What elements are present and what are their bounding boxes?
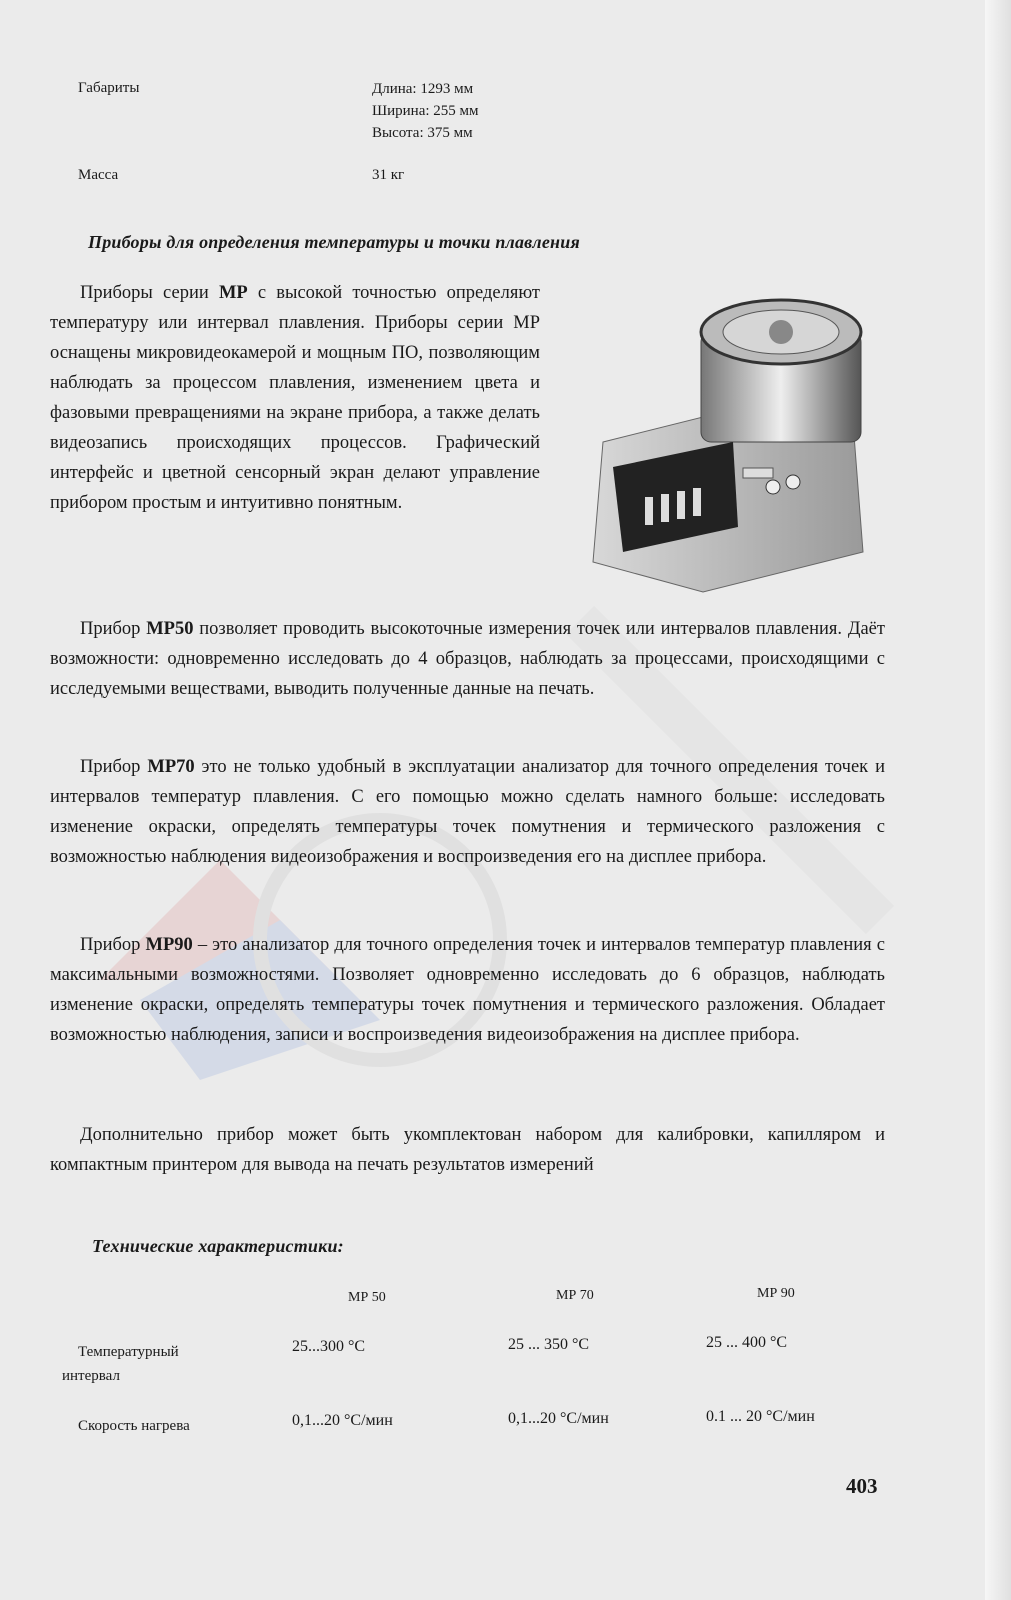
- mp50-paragraph: [50, 614, 885, 704]
- table-header-mp70: МР 70: [556, 1288, 594, 1303]
- page-edge-shadow: [985, 0, 1011, 1600]
- section-title: Приборы для определения температуры и точки плавления: [88, 232, 580, 252]
- table-row-label: Скорость нагрева: [78, 1418, 190, 1434]
- dimension-width: Ширина: 255 мм: [372, 103, 479, 119]
- mp90-paragraph: [50, 930, 885, 1050]
- mp70-paragraph: [50, 752, 885, 872]
- intro-text: с высокой точностью определяют температуру или интервал плавления. Приборы серии МР оснащены микровидеокамерой и мощным ПО, позволяющим наблюдать за процессом плавления, изменением цвета и фазовыми превращениями на экране прибора, а также делать видеозапись происходящих процессов. Графический интерфейс и цветной сенсорный экран делают управление прибором простым и интуитивно понятным.: [50, 283, 540, 513]
- mp50-bold: МР50: [146, 619, 194, 639]
- table-cell: 25...300 °С: [292, 1338, 366, 1355]
- dimension-length: Длина: 1293 мм: [372, 81, 474, 97]
- table-header-mp90: МР 90: [757, 1286, 795, 1301]
- table-cell: 0,1...20 °С/мин: [508, 1410, 609, 1427]
- tech-title: Технические характеристики:: [92, 1236, 344, 1256]
- intro-paragraph: [50, 278, 540, 518]
- mp50-text: позволяет проводить высокоточные измерения точек или интервалов плавления. Даёт возможности: одновременно исследовать до 4 образцов, наблюдать за процессами, происходящими с исследуемыми веществами, выводить полученные данные на печать.: [50, 619, 885, 699]
- extra-text: Дополнительно прибор может быть укомплектован набором для калибровки, капилляром и компактным принтером для вывода на печать результатов измерений: [50, 1125, 885, 1175]
- mass-label: Масса: [78, 167, 119, 183]
- table-cell: 25 ... 350 °С: [508, 1336, 590, 1353]
- mp90-prefix: Прибор: [80, 935, 146, 955]
- table-cell: 0.1 ... 20 °С/мин: [706, 1408, 815, 1425]
- mp70-text: это не только удобный в эксплуатации анализатор для точного определения точек и интервалов температур плавления. С его помощью можно сделать намного больше: исследовать изменение окраски, определять температуры точек помутнения и термического разложения с возможностью наблюдения видеоизображения и воспроизведения его на дисплее прибора.: [50, 757, 885, 867]
- dimensions-label: Габариты: [78, 80, 140, 96]
- melting-point-device-image: [583, 292, 883, 622]
- page-number: 403: [846, 1474, 878, 1498]
- row1-label-line2: интервал: [62, 1368, 120, 1384]
- table-row-label: [62, 1340, 179, 1388]
- row1-label-line1: Температурный: [78, 1344, 179, 1360]
- table-cell: 0,1...20 °С/мин: [292, 1412, 393, 1429]
- mp90-bold: МР90: [145, 935, 193, 955]
- dimension-height: Высота: 375 мм: [372, 125, 473, 141]
- intro-prefix: Приборы серии: [80, 283, 219, 303]
- extra-paragraph: [50, 1120, 885, 1180]
- dimensions-values: [372, 78, 479, 144]
- mp50-prefix: Прибор: [80, 619, 147, 639]
- table-cell: 25 ... 400 °С: [706, 1334, 788, 1351]
- mass-value: 31 кг: [372, 167, 405, 183]
- table-header-mp50: МР 50: [348, 1290, 386, 1305]
- mp70-bold: МР70: [147, 757, 195, 777]
- intro-bold: МР: [218, 283, 248, 303]
- mp70-prefix: Прибор: [80, 757, 148, 777]
- mp90-text: – это анализатор для точного определения точек и интервалов температур плавления с максимальными возможностями. Позволяет одновременно исследовать до 6 образцов, наблюдать изменение окраски, определять температуры точек помутнения и термического разложения. Обладает возможностью наблюдения, записи и воспроизведения видеоизображения на дисплее прибора.: [50, 935, 885, 1045]
